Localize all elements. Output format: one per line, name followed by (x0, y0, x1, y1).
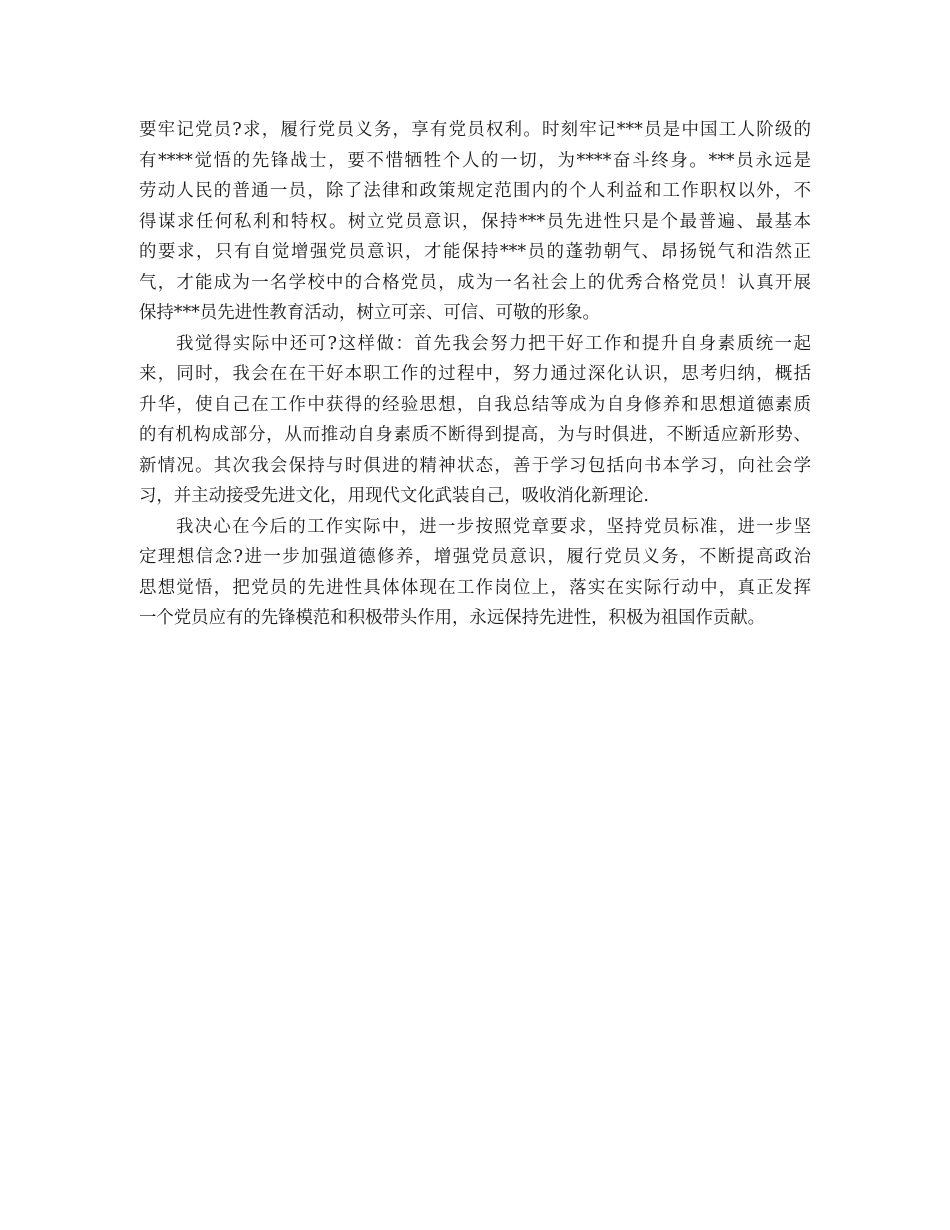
paragraph-3 (139, 512, 811, 634)
text-line: 思想觉悟，把党员的先进性具体体现在工作岗位上，落实在实际行动中，真正发挥 (139, 577, 811, 598)
text-line: 定理想信念?进一步加强道德修养，增强党员意识，履行党员义务，不断提高政治 (139, 547, 811, 567)
text-line: 得谋求任何私利和特权。树立党员意识，保持***员先进性只是个最普遍、最基本 (139, 211, 811, 232)
text-line: 气，才能成为一名学校中的合格党员，成为一名社会上的优秀合格党员！认真开展 (139, 272, 811, 293)
text-line: 的有机构成部分，从而推动自身素质不断得到提高，为与时俱进，不断适应新形势、 (139, 425, 811, 445)
text-line: 一个党员应有的先锋模范和积极带头作用，永远保持先进性，积极为祖国作贡献。 (139, 608, 766, 628)
text-line: 习，并主动接受先进文化，用现代文化武装自己，吸收消化新理论. (139, 486, 649, 506)
text-line: 要牢记党员?求，履行党员义务，享有党员权利。时刻牢记***员是中国工人阶级的 (139, 120, 811, 140)
text-line: 有****觉悟的先锋战士，要不惜牺牲个人的一切，为****奋斗终身。***员永远是 (139, 150, 811, 171)
paragraph-2 (139, 329, 811, 512)
text-line: 来，同时，我会在在干好本职工作的过程中，努力通过深化认识，思考归纳，概括 (139, 364, 811, 384)
document-body (139, 115, 811, 634)
text-line: 新情况。其次我会保持与时俱进的精神状态，善于学习包括向书本学习，向社会学 (139, 455, 811, 476)
text-line: 劳动人民的普通一员，除了法律和政策规定范围内的个人利益和工作职权以外，不 (139, 181, 811, 201)
text-line: 我决心在今后的工作实际中，进一步按照党章要求，坚持党员标准，进一步坚 (176, 516, 811, 537)
text-line: 保持***员先进性教育活动，树立可亲、可信、可敬的形象。 (139, 303, 600, 323)
text-line: 升华，使自己在工作中获得的经验思想，自我总结等成为自身修养和思想道德素质 (139, 394, 811, 415)
text-line: 我觉得实际中还可?这样做：首先我会努力把干好工作和提升自身素质统一起 (176, 333, 811, 354)
text-line: 的要求，只有自觉增强党员意识，才能保持***员的蓬勃朝气、昂扬锐气和浩然正 (139, 242, 811, 262)
paragraph-1 (139, 115, 811, 329)
